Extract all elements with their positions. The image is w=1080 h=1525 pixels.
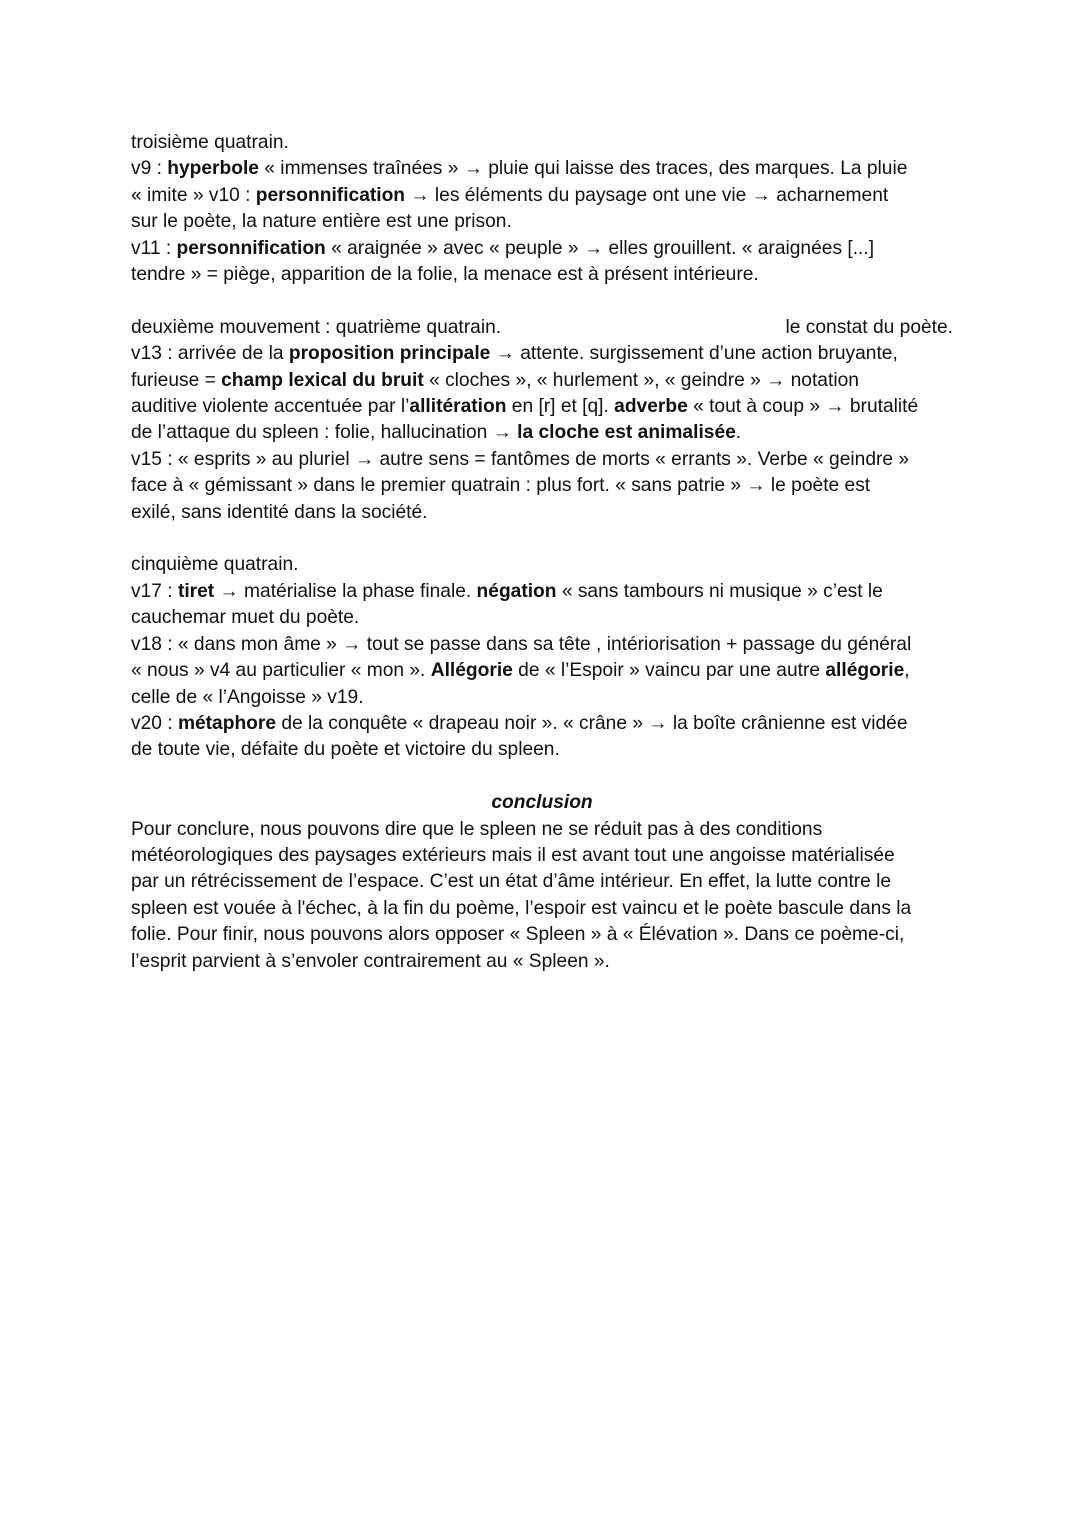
text-line <box>131 368 953 394</box>
text-segment: → les éléments du paysage ont une vie → acharnement <box>405 184 889 206</box>
text-segment: par un rétrécissement de l’espace. C’est un état d’âme intérieur. En effet, la lutte contre le <box>131 871 892 893</box>
text-line <box>131 896 953 922</box>
text-line <box>131 209 953 235</box>
text-line <box>131 949 953 975</box>
text-segment: Pour conclure, nous pouvons dire que le spleen ne se réduit pas à des conditions <box>131 818 823 840</box>
text-line <box>131 552 953 578</box>
section-conclusion-body <box>131 817 953 975</box>
text-line <box>131 817 953 843</box>
text-line <box>131 394 953 420</box>
text-line <box>131 420 953 446</box>
text-segment: face à « gémissant » dans le premier quatrain : plus fort. « sans patrie » → le poète est <box>131 475 871 497</box>
text-line <box>131 130 953 156</box>
text-segment: « imite » v10 : <box>131 184 256 206</box>
text-line <box>131 500 953 526</box>
section-second-movement <box>131 315 953 526</box>
text-line <box>131 632 953 658</box>
text-line <box>131 922 953 948</box>
text-line <box>131 685 953 711</box>
text-line <box>131 156 953 182</box>
text-segment: furieuse = <box>131 369 222 391</box>
text-segment: cauchemar muet du poète. <box>131 607 360 629</box>
text-segment: « araignée » avec « peuple » → elles grouillent. « araignées [...] <box>325 237 875 259</box>
bold-term: personnification <box>255 184 406 206</box>
text-segment: → attente. surgissement d’une action bruyante, <box>490 343 898 365</box>
bold-term: tiret <box>177 580 215 602</box>
text-line <box>131 579 953 605</box>
section-conclusion <box>131 790 953 975</box>
text-segment: « immenses traînées » → pluie qui laisse des traces, des marques. La pluie <box>258 158 908 180</box>
bold-term: métaphore <box>177 712 277 734</box>
text-segment: folie. Pour finir, nous pouvons alors opposer « Spleen » à « Élévation ». Dans ce poème-ci, <box>131 924 905 946</box>
text-segment: « cloches », « hurlement », « geindre » → notation <box>423 369 859 391</box>
section-heading-left: deuxième mouvement : quatrième quatrain. <box>131 316 502 338</box>
text-line <box>131 711 953 737</box>
text-segment: de toute vie, défaite du poète et victoire du spleen. <box>131 739 560 761</box>
text-segment: météorologiques des paysages extérieurs mais il est avant tout une angoisse matérialisée <box>131 844 895 866</box>
text-segment: « sans tambours ni musique » c’est le <box>556 580 883 602</box>
section-fifth-quatrain <box>131 552 953 763</box>
bold-term: la cloche est animalisée <box>517 422 736 444</box>
text-line <box>131 843 953 869</box>
section-second-movement-body <box>131 341 953 526</box>
spacer <box>131 288 953 314</box>
text-segment: de la conquête « drapeau noir ». « crâne » → la boîte crânienne est vidée <box>276 712 908 734</box>
text-line <box>131 183 953 209</box>
text-line <box>131 869 953 895</box>
text-line <box>131 262 953 288</box>
bold-term: négation <box>476 580 557 602</box>
text-segment: v15 : « esprits » au pluriel → autre sens = fantômes de morts « errants ». Verbe « geindre » <box>131 448 910 470</box>
text-segment: l’esprit parvient à s’envoler contrairement au « Spleen ». <box>131 950 610 972</box>
text-segment: « tout à coup » → brutalité <box>687 396 919 418</box>
bold-term: champ lexical du bruit <box>221 369 424 391</box>
text-segment: « nous » v4 au particulier « mon ». <box>131 660 431 682</box>
text-segment: cinquième quatrain. <box>131 554 299 576</box>
text-segment: celle de « l’Angoisse » v19. <box>131 686 364 708</box>
conclusion-title: conclusion <box>491 792 593 814</box>
text-segment: auditive violente accentuée par l’ <box>131 396 410 418</box>
spacer <box>131 764 953 790</box>
text-segment: tendre » = piège, apparition de la folie, la menace est à présent intérieure. <box>131 264 759 286</box>
text-line <box>131 341 953 367</box>
text-segment: v9 : <box>131 158 168 180</box>
text-segment: de « l’Espoir » vaincu par une autre <box>512 660 826 682</box>
text-segment: , <box>904 660 910 682</box>
text-line <box>131 737 953 763</box>
spacer <box>131 526 953 552</box>
text-segment: . <box>735 422 742 444</box>
text-segment: v18 : « dans mon âme » → tout se passe dans sa tête , intériorisation + passage du général <box>131 633 912 655</box>
text-segment: v11 : <box>131 237 177 259</box>
text-line <box>131 658 953 684</box>
text-line <box>131 473 953 499</box>
bold-term: proposition principale <box>288 343 491 365</box>
bold-term: personnification <box>176 237 326 259</box>
section-heading-row <box>131 315 953 341</box>
text-segment: spleen est vouée à l'échec, à la fin du poème, l’espoir est vaincu et le poète bascule dans la <box>131 897 912 919</box>
bold-term: hyperbole <box>167 158 259 180</box>
bold-term: allégorie <box>825 660 905 682</box>
bold-term: Allégorie <box>430 660 513 682</box>
text-segment: en [r] et [q]. <box>506 396 615 418</box>
text-segment: v17 : <box>131 580 178 602</box>
text-segment: exilé, sans identité dans la société. <box>131 501 428 523</box>
text-segment: troisième quatrain. <box>131 132 289 153</box>
text-segment: v13 : arrivée de la <box>131 343 289 365</box>
text-segment: de l’attaque du spleen : folie, hallucination → <box>131 422 518 444</box>
text-segment: v20 : <box>131 712 178 734</box>
section-heading-right: le constat du poète. <box>785 316 953 338</box>
text-segment: → matérialise la phase finale. <box>214 580 477 602</box>
section-third-quatrain <box>131 130 953 288</box>
bold-term: adverbe <box>614 396 688 418</box>
text-line <box>131 605 953 631</box>
bold-term: allitération <box>409 396 507 418</box>
text-line <box>131 236 953 262</box>
text-segment: sur le poète, la nature entière est une prison. <box>131 211 512 233</box>
text-line <box>131 447 953 473</box>
document-page <box>131 130 953 975</box>
